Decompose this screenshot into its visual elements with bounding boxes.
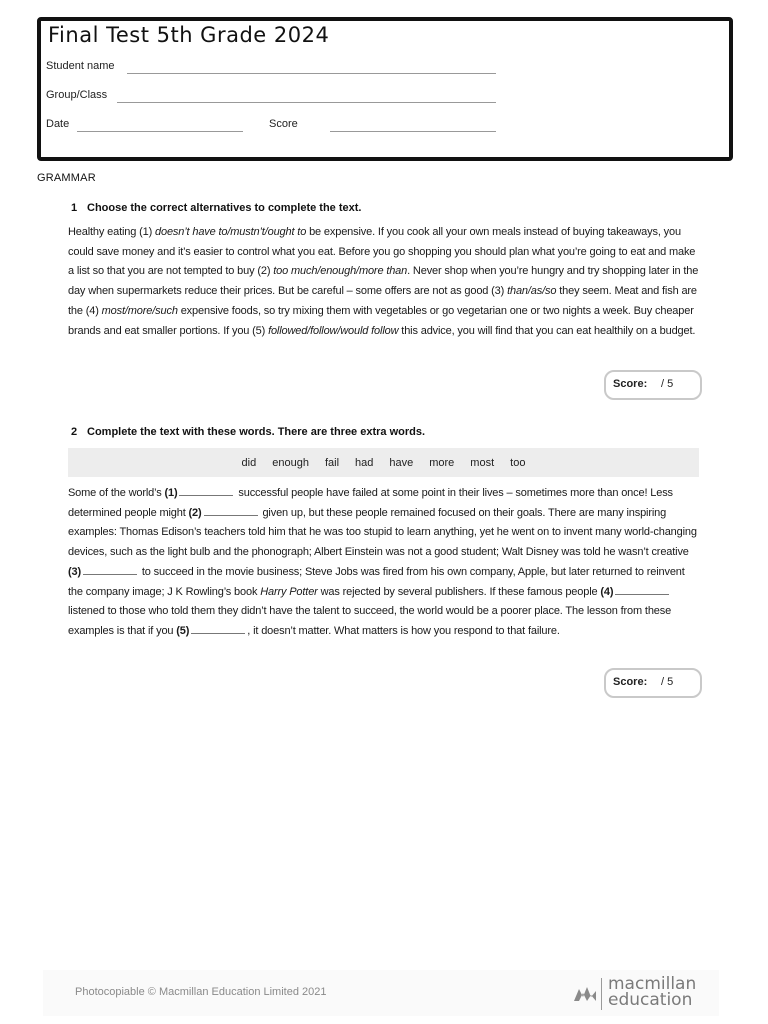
option-1[interactable]: doesn’t have to/mustn’t/ought to bbox=[155, 226, 307, 238]
question-instruction: Choose the correct alternatives to complete the text. bbox=[87, 202, 362, 214]
text-segment: . Never shop when you’re hungry and try shopping later in the day when supermarkets reduce their prices. But be careful – some offers are not as good (3) bbox=[68, 265, 699, 298]
text-segment: was rejected by several publishers. If these famous people bbox=[317, 585, 601, 598]
text-segment: Some of the world’s bbox=[68, 487, 165, 499]
book-title: Harry Potter bbox=[260, 585, 318, 598]
question-2-title bbox=[71, 426, 425, 438]
option-4[interactable]: most/more/such bbox=[101, 304, 178, 317]
question-1-text bbox=[68, 223, 700, 341]
student-name-field[interactable] bbox=[127, 73, 496, 74]
text-segment: be expensive. If you cook all your own meals instead of buying takeaways, you could save money and it’s easier to control what you eat. Before you go shopping you should plan what you’re going to eat and make a list so that you are not tempted to buy (2) bbox=[68, 226, 696, 278]
word-bank-item: fail bbox=[324, 456, 340, 469]
text-segment: this advice, you will find that you can eat healthily on a budget. bbox=[398, 324, 696, 337]
logo-wordmark bbox=[608, 976, 696, 1008]
gap-number-5: (5) bbox=[176, 624, 190, 637]
page-footer bbox=[43, 970, 719, 1016]
question-2-text bbox=[68, 484, 700, 642]
word-bank-item: too bbox=[510, 456, 526, 469]
header-box bbox=[37, 17, 733, 161]
logo-line-1: macmillan bbox=[608, 974, 697, 994]
text-segment: listened to those who told them they didn’t have the talent to succeed, the world would be a poorer place. The lesson from these examples is that if you bbox=[68, 605, 672, 637]
option-2[interactable]: too much/enough/more than bbox=[273, 265, 408, 278]
word-bank-item: most bbox=[470, 456, 495, 469]
gap-number-2: (2) bbox=[188, 506, 202, 519]
question-1-title bbox=[71, 202, 361, 214]
text-segment: to succeed in the movie business; Steve Jobs was fired from his own company, Apple, but later returned to reinvent the company image; J K Rowling’s book bbox=[68, 565, 685, 598]
gap-2-blank[interactable] bbox=[204, 505, 258, 516]
date-field[interactable] bbox=[77, 131, 243, 132]
word-bank-item: had bbox=[355, 456, 374, 469]
gap-number-3: (3) bbox=[68, 565, 81, 578]
score-box-label: Score: bbox=[613, 378, 648, 390]
logo-line-2: education bbox=[608, 990, 693, 1010]
word-bank-item: did bbox=[241, 456, 257, 469]
macmillan-logo-icon bbox=[573, 983, 597, 1003]
text-segment: they seem. Meat and fish are the (4) bbox=[68, 285, 697, 317]
page-title: Final Test 5th Grade 2024 bbox=[48, 23, 330, 47]
question-1-score-box bbox=[604, 370, 702, 400]
word-bank-item: more bbox=[429, 456, 455, 469]
score-label: Score bbox=[269, 118, 298, 130]
text-segment: successful people have failed at some point in their lives – sometimes more than once! Less determined people might bbox=[68, 487, 673, 519]
score-box-label: Score: bbox=[613, 676, 648, 688]
copyright-text: Photocopiable © Macmillan Education Limited 2021 bbox=[75, 986, 327, 998]
word-bank-item: have bbox=[389, 456, 414, 469]
score-field[interactable] bbox=[330, 131, 496, 132]
text-segment: Healthy eating (1) bbox=[68, 226, 156, 238]
macmillan-logo bbox=[573, 976, 713, 1012]
word-bank-item: enough bbox=[272, 456, 309, 469]
question-number: 2 bbox=[71, 426, 78, 438]
gap-5-blank[interactable] bbox=[191, 623, 245, 634]
group-class-label: Group/Class bbox=[46, 89, 108, 101]
group-class-field[interactable] bbox=[117, 102, 496, 103]
gap-4-blank[interactable] bbox=[615, 584, 669, 595]
student-name-label: Student name bbox=[46, 60, 115, 72]
logo-divider bbox=[601, 978, 602, 1010]
score-box-value[interactable]: / 5 bbox=[661, 676, 674, 688]
gap-number-4: (4) bbox=[600, 585, 614, 598]
question-2-score-box bbox=[604, 668, 702, 698]
date-label: Date bbox=[46, 118, 70, 130]
option-3[interactable]: than/as/so bbox=[507, 285, 557, 298]
gap-number-1: (1) bbox=[164, 487, 178, 499]
text-segment: given up, but these people remained focused on their goals. There are many inspiring examples: Thomas Edison’s teachers told him that he was too stupid to learn anything, yet he went on to invent many world-changing devices, such as the light bulb and the phonograph; Albert Einstein was not a good student; Walt Disney was told he wasn’t creative bbox=[68, 506, 697, 559]
score-box-value[interactable]: / 5 bbox=[661, 378, 674, 390]
text-segment: , it doesn’t matter. What matters is how you respond to that failure. bbox=[247, 624, 560, 637]
gap-1-blank[interactable] bbox=[179, 485, 233, 496]
word-bank bbox=[68, 448, 699, 477]
option-5[interactable]: followed/follow/would follow bbox=[268, 324, 399, 337]
question-instruction: Complete the text with these words. There are three extra words. bbox=[87, 426, 426, 438]
section-heading: GRAMMAR bbox=[37, 172, 96, 184]
gap-3-blank[interactable] bbox=[83, 564, 137, 575]
question-number: 1 bbox=[71, 202, 78, 214]
text-segment: expensive foods, so try mixing them with vegetables or go vegetarian one or two nights a week. Buy cheaper brands and eat smaller portions. If you (5) bbox=[68, 304, 694, 337]
